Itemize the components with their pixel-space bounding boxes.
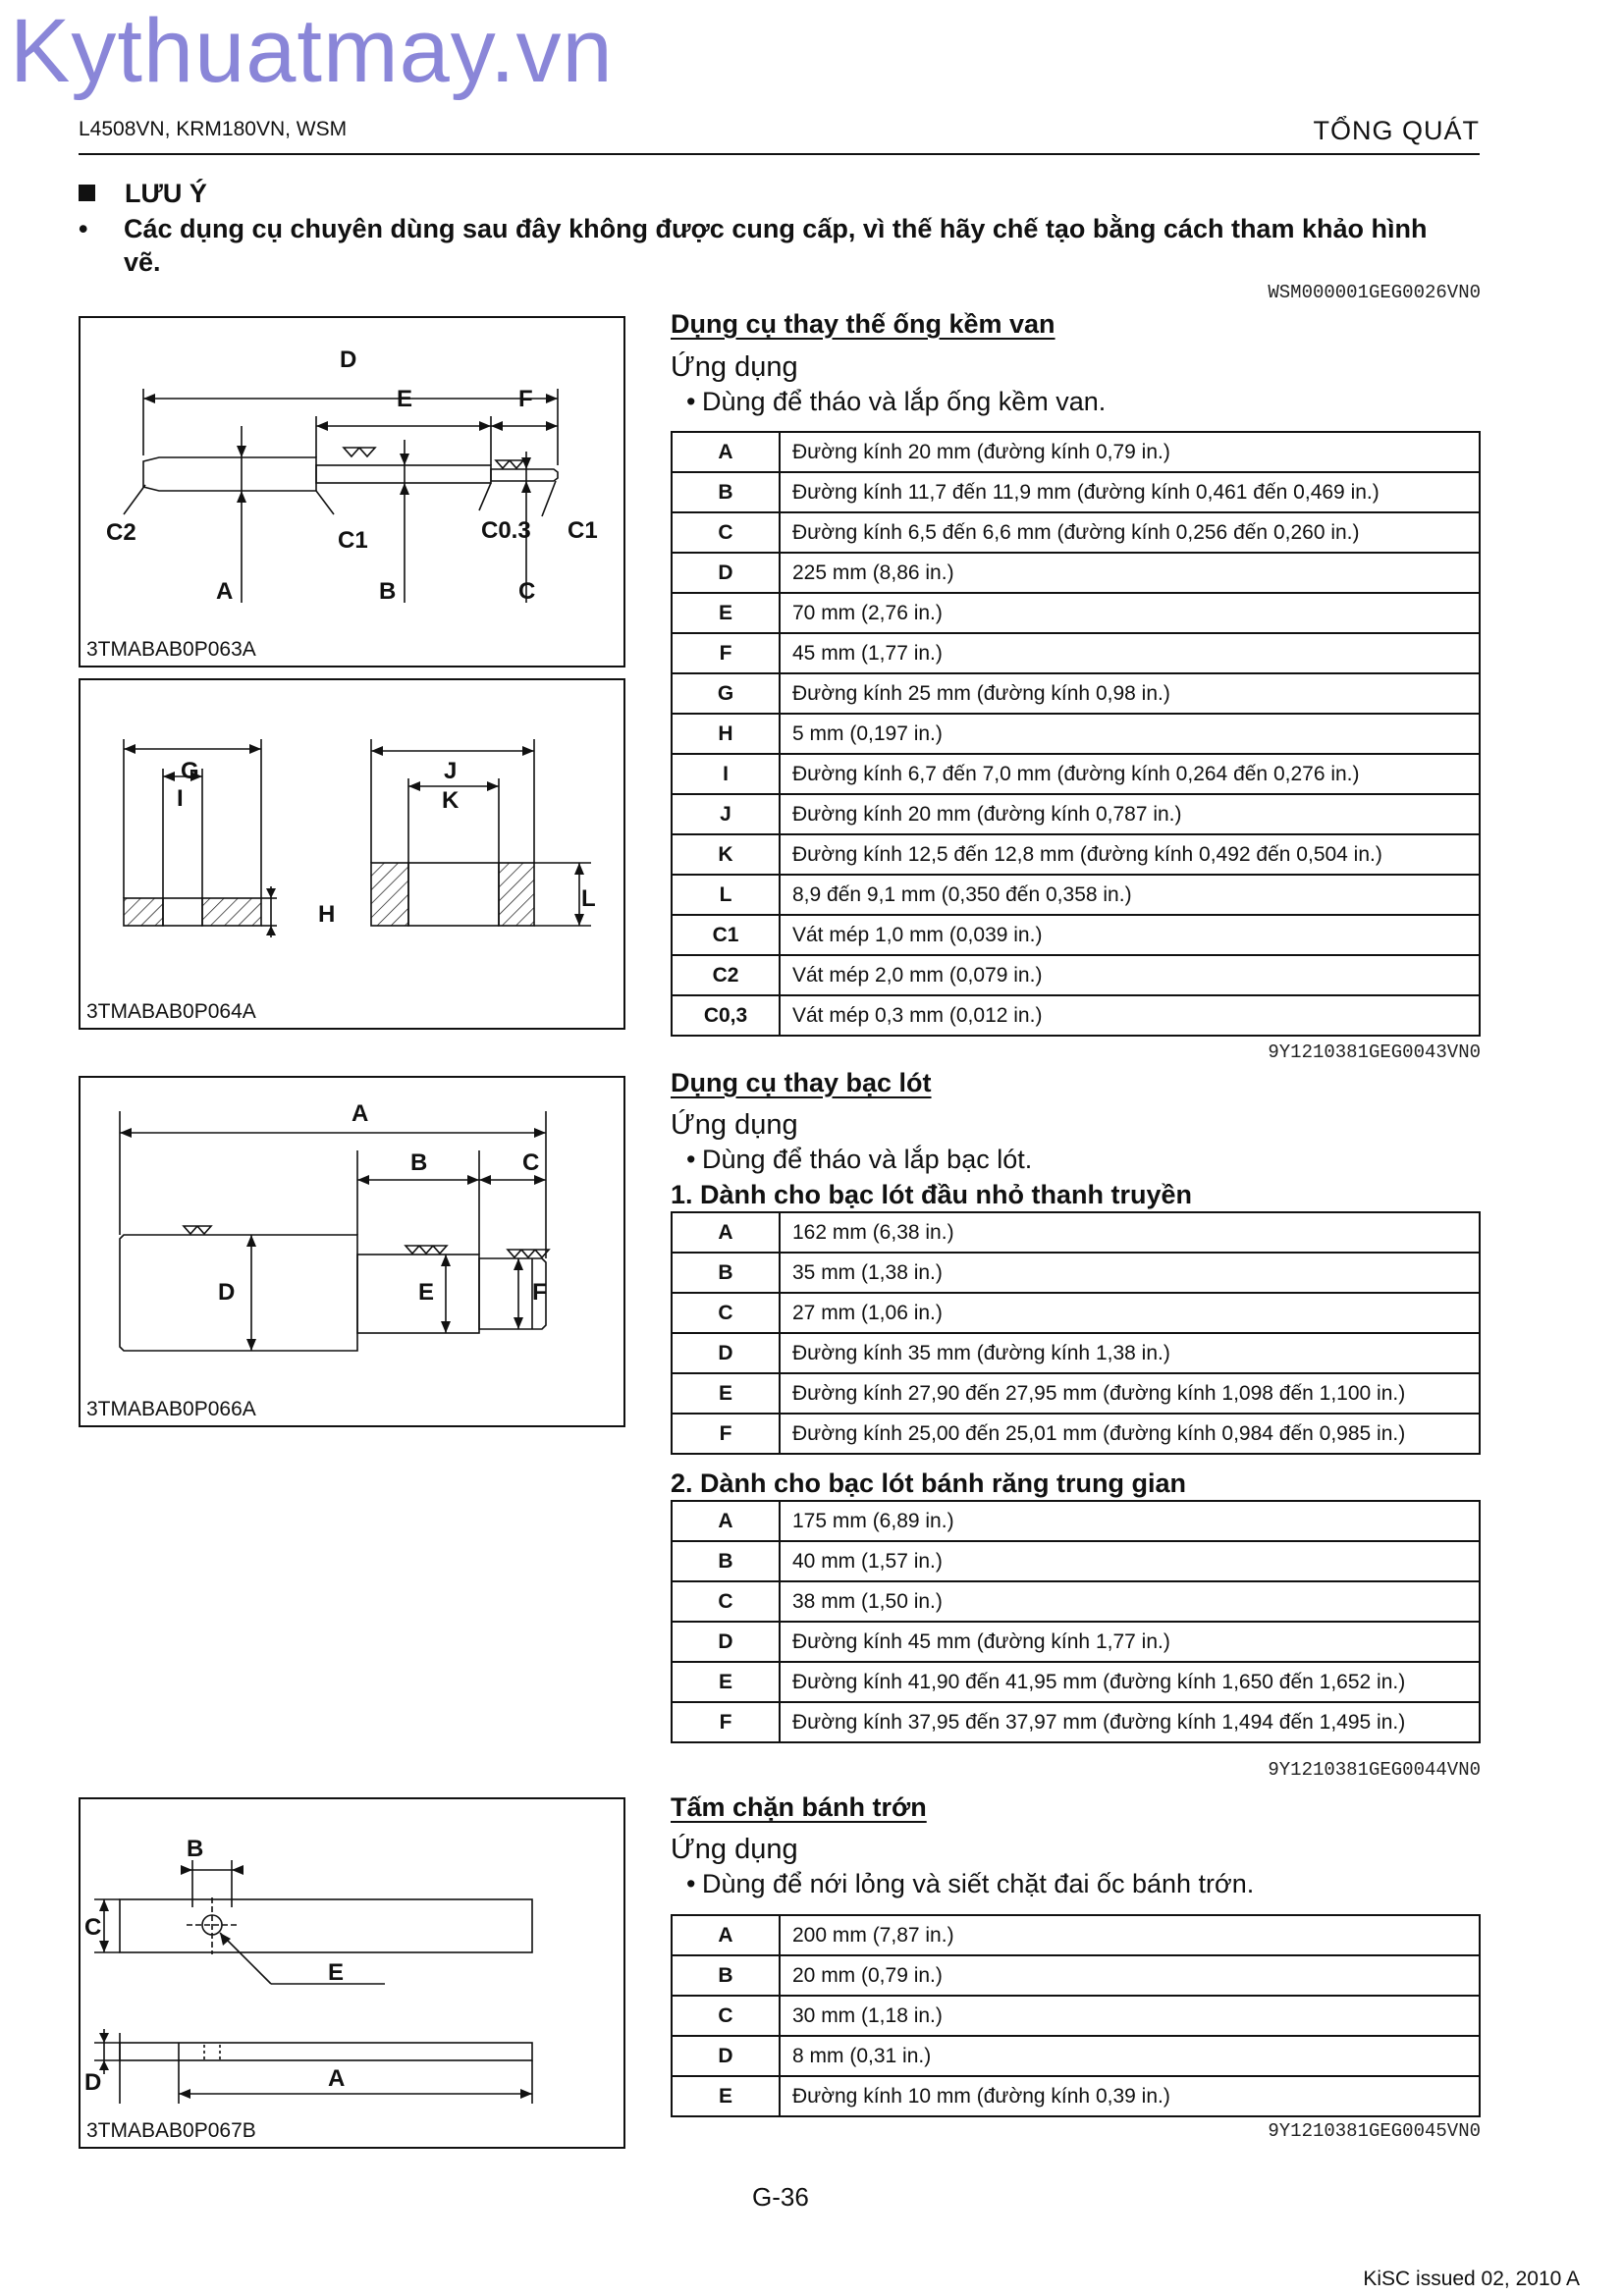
spec-key: C2	[672, 955, 780, 995]
figure-flywheel-stopper	[79, 1797, 625, 2149]
fig1-label-D: D	[340, 347, 357, 373]
section1-spec-table	[671, 431, 1481, 1037]
spec-key: B	[672, 1253, 780, 1293]
section1-app-text: Dùng để tháo và lắp ống kềm van.	[702, 387, 1107, 416]
table-row	[672, 1212, 1480, 1253]
spec-key: E	[672, 1662, 780, 1702]
table-row	[672, 432, 1480, 472]
table-row	[672, 995, 1480, 1036]
bullet-icon: •	[686, 1869, 696, 1898]
section2-app-text: Dùng để tháo và lắp bạc lót.	[702, 1145, 1033, 1174]
section3-code: 9Y1210381GEG0045VN0	[1268, 2120, 1481, 2142]
section1-code: 9Y1210381GEG0043VN0	[1268, 1041, 1481, 1063]
table-row	[672, 1501, 1480, 1541]
section2-sub1-title: 1. Dành cho bạc lót đầu nhỏ thanh truyền	[671, 1180, 1193, 1209]
spec-value: 27 mm (1,06 in.)	[780, 1293, 1480, 1333]
figure-valve-guide-replacer-tool	[79, 316, 625, 667]
table-row	[672, 1622, 1480, 1662]
section3-app-title: Ứng dụng	[671, 1834, 798, 1865]
fig3-label-D: D	[218, 1279, 236, 1306]
spec-key: D	[672, 1333, 780, 1373]
fig3-label-C: C	[522, 1149, 540, 1176]
table-row	[672, 1955, 1480, 1996]
table-row	[672, 2036, 1480, 2076]
note-title	[79, 179, 207, 209]
table-row	[672, 754, 1480, 794]
spec-key: H	[672, 714, 780, 754]
note-line-1: Các dụng cụ chuyên dùng sau đây không được cung cấp, vì thế hãy chế tạo bằng cách tham khảo hình	[124, 214, 1428, 243]
note-title-text: LƯU Ý	[125, 179, 207, 208]
figure-code: 3TMABAB0P063A	[86, 638, 256, 661]
spec-value: Đường kính 41,90 đến 41,95 mm (đường kính 1,650 đến 1,652 in.)	[780, 1662, 1480, 1702]
spec-value: Đường kính 10 mm (đường kính 0,39 in.)	[780, 2076, 1480, 2116]
spec-value: Đường kính 20 mm (đường kính 0,787 in.)	[780, 794, 1480, 834]
table-row	[672, 794, 1480, 834]
spec-key: L	[672, 875, 780, 915]
bullet-icon: •	[686, 1145, 696, 1174]
table-row	[672, 1581, 1480, 1622]
spec-key: I	[672, 754, 780, 794]
header-model: L4508VN, KRM180VN, WSM	[79, 118, 348, 140]
spec-value: 200 mm (7,87 in.)	[780, 1915, 1480, 1955]
fig4-label-B: B	[187, 1836, 204, 1862]
spec-value: 20 mm (0,79 in.)	[780, 1955, 1480, 1996]
figure-code: 3TMABAB0P064A	[86, 1000, 256, 1023]
spec-value: 8 mm (0,31 in.)	[780, 2036, 1480, 2076]
spec-key: F	[672, 633, 780, 673]
spec-key: A	[672, 1915, 780, 1955]
fig4-label-A: A	[328, 2065, 346, 2092]
spec-key: K	[672, 834, 780, 875]
table-row	[672, 1662, 1480, 1702]
spec-key: C	[672, 1293, 780, 1333]
spec-key: D	[672, 553, 780, 593]
section3-title: Tấm chặn bánh trớn	[671, 1792, 927, 1822]
section2-spec-table-2	[671, 1500, 1481, 1743]
table-row	[672, 1373, 1480, 1414]
spec-value: Đường kính 25,00 đến 25,01 mm (đường kính 0,984 đến 0,985 in.)	[780, 1414, 1480, 1454]
spec-value: 225 mm (8,86 in.)	[780, 553, 1480, 593]
spec-key: B	[672, 1541, 780, 1581]
note-line-2: vẽ.	[124, 247, 161, 277]
table-row	[672, 875, 1480, 915]
spec-key: G	[672, 673, 780, 714]
spec-value: Đường kính 12,5 đến 12,8 mm (đường kính 0,492 đến 0,504 in.)	[780, 834, 1480, 875]
fig4-label-C: C	[84, 1914, 102, 1941]
fig3-label-F: F	[532, 1279, 547, 1306]
fig2-label-H: H	[318, 901, 336, 928]
table-row	[672, 553, 1480, 593]
spec-key: E	[672, 2076, 780, 2116]
page-number: G-36	[752, 2182, 809, 2212]
table-row	[672, 714, 1480, 754]
watermark-logo: Kythuatmay.vn	[10, 1, 614, 101]
spec-value: 8,9 đến 9,1 mm (0,350 đến 0,358 in.)	[780, 875, 1480, 915]
section3-app-text: Dùng để nới lỏng và siết chặt đai ốc bánh trớn.	[702, 1869, 1255, 1898]
figure-bushing-replacer-tool	[79, 1076, 625, 1427]
table-row	[672, 472, 1480, 512]
spec-value: 162 mm (6,38 in.)	[780, 1212, 1480, 1253]
fig2-label-K: K	[442, 787, 460, 814]
spec-key: A	[672, 1501, 780, 1541]
section2-spec-table-1	[671, 1211, 1481, 1455]
footer-issue: KiSC issued 02, 2010 A	[1363, 2268, 1580, 2290]
section1-title: Dụng cụ thay thế ống kềm van	[671, 309, 1055, 339]
fig2-label-L: L	[581, 885, 596, 912]
figure-code: 3TMABAB0P066A	[86, 1398, 256, 1420]
spec-value: Đường kính 35 mm (đường kính 1,38 in.)	[780, 1333, 1480, 1373]
fig3-label-E: E	[418, 1279, 435, 1306]
fig3-label-A: A	[352, 1100, 369, 1127]
table-row	[672, 1541, 1480, 1581]
spec-value: 40 mm (1,57 in.)	[780, 1541, 1480, 1581]
fig1-label-B: B	[379, 578, 397, 605]
figure-valve-guide-collar	[79, 678, 625, 1030]
figure-code: 3TMABAB0P067B	[86, 2119, 256, 2142]
fig2-label-J: J	[444, 758, 458, 784]
fig1-label-C1a: C1	[338, 527, 368, 554]
spec-key: F	[672, 1414, 780, 1454]
table-row	[672, 2076, 1480, 2116]
table-row	[672, 593, 1480, 633]
spec-value: Đường kính 27,90 đến 27,95 mm (đường kính 1,098 đến 1,100 in.)	[780, 1373, 1480, 1414]
spec-value: Đường kính 25 mm (đường kính 0,98 in.)	[780, 673, 1480, 714]
fig1-label-C2: C2	[106, 519, 136, 546]
fig1-label-C1b: C1	[568, 517, 598, 544]
spec-key: C	[672, 512, 780, 553]
spec-value: 175 mm (6,89 in.)	[780, 1501, 1480, 1541]
section2-sub2-title: 2. Dành cho bạc lót bánh răng trung gian	[671, 1468, 1187, 1498]
section1-app-title: Ứng dụng	[671, 351, 798, 383]
spec-value: Đường kính 11,7 đến 11,9 mm (đường kính 0,461 đến 0,469 in.)	[780, 472, 1480, 512]
spec-key: A	[672, 1212, 780, 1253]
table-row	[672, 1333, 1480, 1373]
fig3-label-B: B	[410, 1149, 428, 1176]
fig2-label-I: I	[177, 785, 184, 812]
spec-value: Đường kính 6,7 đến 7,0 mm (đường kính 0,264 đến 0,276 in.)	[780, 754, 1480, 794]
spec-key: B	[672, 1955, 780, 1996]
fig1-label-C: C	[518, 578, 536, 605]
spec-value: Vát mép 1,0 mm (0,039 in.)	[780, 915, 1480, 955]
table-row	[672, 673, 1480, 714]
bullet-icon: •	[79, 214, 88, 243]
table-row	[672, 512, 1480, 553]
table-row	[672, 955, 1480, 995]
section2-code: 9Y1210381GEG0044VN0	[1268, 1759, 1481, 1781]
spec-key: B	[672, 472, 780, 512]
section3-spec-table	[671, 1914, 1481, 2117]
table-row	[672, 915, 1480, 955]
spec-key: C	[672, 1581, 780, 1622]
spec-value: 45 mm (1,77 in.)	[780, 633, 1480, 673]
section2-app-title: Ứng dụng	[671, 1109, 798, 1141]
square-bullet-icon	[79, 185, 95, 201]
table-row	[672, 1253, 1480, 1293]
spec-value: 38 mm (1,50 in.)	[780, 1581, 1480, 1622]
spec-value: Đường kính 45 mm (đường kính 1,77 in.)	[780, 1622, 1480, 1662]
section2-app-bullet	[671, 1145, 1032, 1175]
header-section: TỔNG QUÁT	[1313, 116, 1480, 145]
table-row	[672, 1702, 1480, 1742]
header-rule	[79, 153, 1480, 155]
fig4-label-E: E	[328, 1959, 345, 1986]
fig4-label-D: D	[84, 2069, 102, 2096]
bushing-tool-drawing	[81, 1078, 627, 1429]
fig1-label-C03: C0.3	[481, 517, 531, 544]
table-row	[672, 633, 1480, 673]
spec-key: A	[672, 432, 780, 472]
section1-app-bullet	[671, 387, 1106, 417]
spec-value: Đường kính 6,5 đến 6,6 mm (đường kính 0,256 đến 0,260 in.)	[780, 512, 1480, 553]
table-row	[672, 1915, 1480, 1955]
fig1-label-A: A	[216, 578, 234, 605]
spec-key: E	[672, 1373, 780, 1414]
section2-title: Dụng cụ thay bạc lót	[671, 1068, 932, 1097]
spec-value: 70 mm (2,76 in.)	[780, 593, 1480, 633]
fig2-label-G: G	[181, 758, 199, 784]
spec-key: D	[672, 2036, 780, 2076]
spec-value: Đường kính 20 mm (đường kính 0,79 in.)	[780, 432, 1480, 472]
spec-value: Đường kính 37,95 đến 37,97 mm (đường kính 1,494 đến 1,495 in.)	[780, 1702, 1480, 1742]
spec-key: D	[672, 1622, 780, 1662]
fig1-label-F: F	[518, 386, 533, 412]
bullet-icon: •	[686, 387, 696, 416]
spec-value: 30 mm (1,18 in.)	[780, 1996, 1480, 2036]
spec-key: C	[672, 1996, 780, 2036]
section3-app-bullet	[671, 1869, 1254, 1899]
flywheel-stopper-drawing	[81, 1799, 627, 2151]
spec-key: F	[672, 1702, 780, 1742]
valve-guide-tool-drawing	[81, 318, 627, 669]
note-text	[79, 212, 1483, 279]
fig1-label-E: E	[397, 386, 413, 412]
spec-key: C1	[672, 915, 780, 955]
spec-value: 5 mm (0,197 in.)	[780, 714, 1480, 754]
spec-key: E	[672, 593, 780, 633]
spec-value: 35 mm (1,38 in.)	[780, 1253, 1480, 1293]
table-row	[672, 834, 1480, 875]
note-code: WSM000001GEG0026VN0	[1268, 282, 1481, 303]
spec-value: Vát mép 0,3 mm (0,012 in.)	[780, 995, 1480, 1036]
spec-key: C0,3	[672, 995, 780, 1036]
table-row	[672, 1414, 1480, 1454]
spec-key: J	[672, 794, 780, 834]
spec-value: Vát mép 2,0 mm (0,079 in.)	[780, 955, 1480, 995]
collar-drawing	[81, 680, 627, 1032]
table-row	[672, 1293, 1480, 1333]
table-row	[672, 1996, 1480, 2036]
